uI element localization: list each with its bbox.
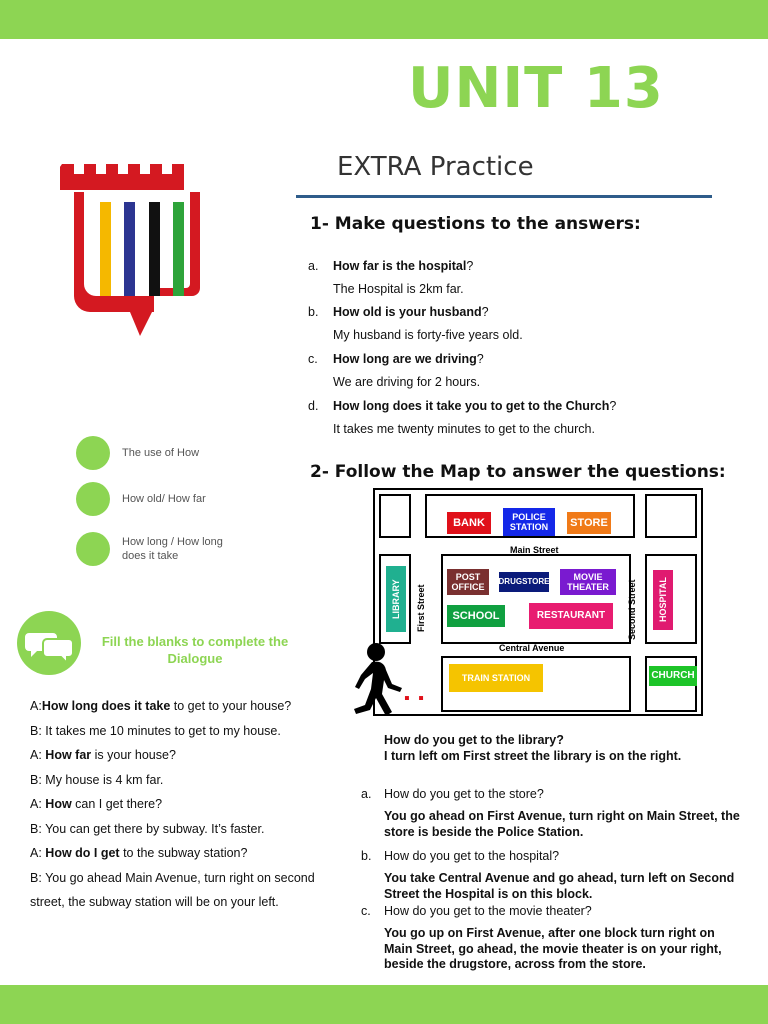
- question: How old is your husband?: [333, 305, 489, 319]
- church-building: CHURCH: [649, 666, 697, 686]
- bullet-circle-icon: [76, 436, 110, 470]
- unit-title: UNIT 13: [408, 56, 664, 121]
- answer: You go up on First Avenue, after one block turn right on Main Street, go ahead, the movie theater is on your right, beside the drugstore, across from the store.: [384, 926, 722, 971]
- dialogue-line: B: You can get there by subway. It’s faster.: [30, 821, 265, 836]
- answer: It takes me twenty minutes to get to the church.: [333, 422, 595, 436]
- question: How long are we driving?: [333, 352, 484, 366]
- extra-practice-title: EXTRA Practice: [337, 152, 534, 182]
- store-building: STORE: [567, 512, 611, 534]
- dialogue-line: A: How can I get there?: [30, 797, 163, 811]
- hospital-building: HOSPITAL: [653, 570, 673, 630]
- map-block: [441, 554, 631, 644]
- answer: We are driving for 2 hours.: [333, 375, 481, 389]
- second-street-label: Second Street: [627, 579, 637, 640]
- item-letter: d.: [308, 399, 319, 413]
- first-street-label: First Street: [416, 584, 426, 632]
- question: How long does it take you to get to the Church?: [333, 399, 617, 413]
- section2-heading: 2- Follow the Map to answer the questions:: [310, 462, 726, 482]
- post-office-building: POST OFFICE: [447, 569, 489, 595]
- topic-label: The use of How: [122, 447, 200, 459]
- restaurant-building: RESTAURANT: [529, 603, 613, 629]
- question: How do you get to the store?: [384, 787, 544, 801]
- question: How far is the hospital?: [333, 259, 474, 273]
- fill-blanks-title: Fill the blanks to complete the Dialogue: [101, 634, 289, 666]
- title-divider: [296, 195, 712, 198]
- topic-label: How old/ How far: [122, 493, 206, 505]
- walking-person-icon: [350, 642, 410, 718]
- school-building: SCHOOL: [447, 605, 505, 627]
- main-street-label: Main Street: [510, 545, 559, 555]
- item-letter: c.: [361, 904, 371, 918]
- city-map: [373, 488, 703, 716]
- police-station-building: POLICE STATION: [503, 508, 555, 536]
- dialogue-line: B: You go ahead Main Avenue, turn right on second street, the subway station will be on your left.: [30, 870, 315, 909]
- answer: My husband is forty-five years old.: [333, 328, 523, 342]
- dialogue-line: A: How far is your house?: [30, 748, 176, 762]
- question: How do you get to the movie theater?: [384, 904, 592, 918]
- movie-theater-building: MOVIE THEATER: [560, 569, 616, 595]
- section1-heading: 1- Make questions to the answers:: [310, 214, 641, 234]
- dialogue-line: A: How do I get to the subway station?: [30, 846, 248, 860]
- item-letter: a.: [308, 259, 319, 273]
- map-block: [379, 494, 411, 538]
- library-building: LIBRARY: [386, 566, 406, 632]
- item-letter: b.: [308, 305, 319, 319]
- bullet-circle-icon: [76, 532, 110, 566]
- map-block: [645, 494, 697, 538]
- dialogue-line: B: My house is 4 km far.: [30, 772, 164, 787]
- dialogue: [30, 694, 320, 915]
- top-banner: [0, 0, 768, 39]
- question: How do you get to the hospital?: [384, 849, 560, 863]
- bottom-banner: [0, 985, 768, 1024]
- answer: You go ahead on First Avenue, turn right on Main Street, the store is beside the Police Station.: [384, 809, 740, 839]
- answer: The Hospital is 2km far.: [333, 282, 464, 296]
- central-avenue-label: Central Avenue: [499, 643, 565, 653]
- castle-logo-icon: [60, 158, 206, 346]
- train-station-building: TRAIN STATION: [449, 664, 543, 692]
- item-letter: a.: [361, 787, 372, 801]
- start-marker: ▪ ▪: [404, 690, 426, 707]
- chat-bubbles-icon: [17, 611, 81, 675]
- item-letter: b.: [361, 849, 372, 863]
- bullet-circle-icon: [76, 482, 110, 516]
- drugstore-building: DRUGSTORE: [499, 572, 549, 592]
- example-question: How do you get to the library? I turn left om First street the library is on the right.: [384, 733, 682, 763]
- answer: You take Central Avenue and go ahead, turn left on Second Street the Hospital is on this block.: [384, 871, 735, 901]
- dialogue-line: B: It takes me 10 minutes to get to my house.: [30, 723, 281, 738]
- bank-building: BANK: [447, 512, 491, 534]
- topic-label: How long / How long does it take: [122, 536, 223, 562]
- dialogue-line: A:How long does it take to get to your house?: [30, 699, 292, 713]
- item-letter: c.: [308, 352, 318, 366]
